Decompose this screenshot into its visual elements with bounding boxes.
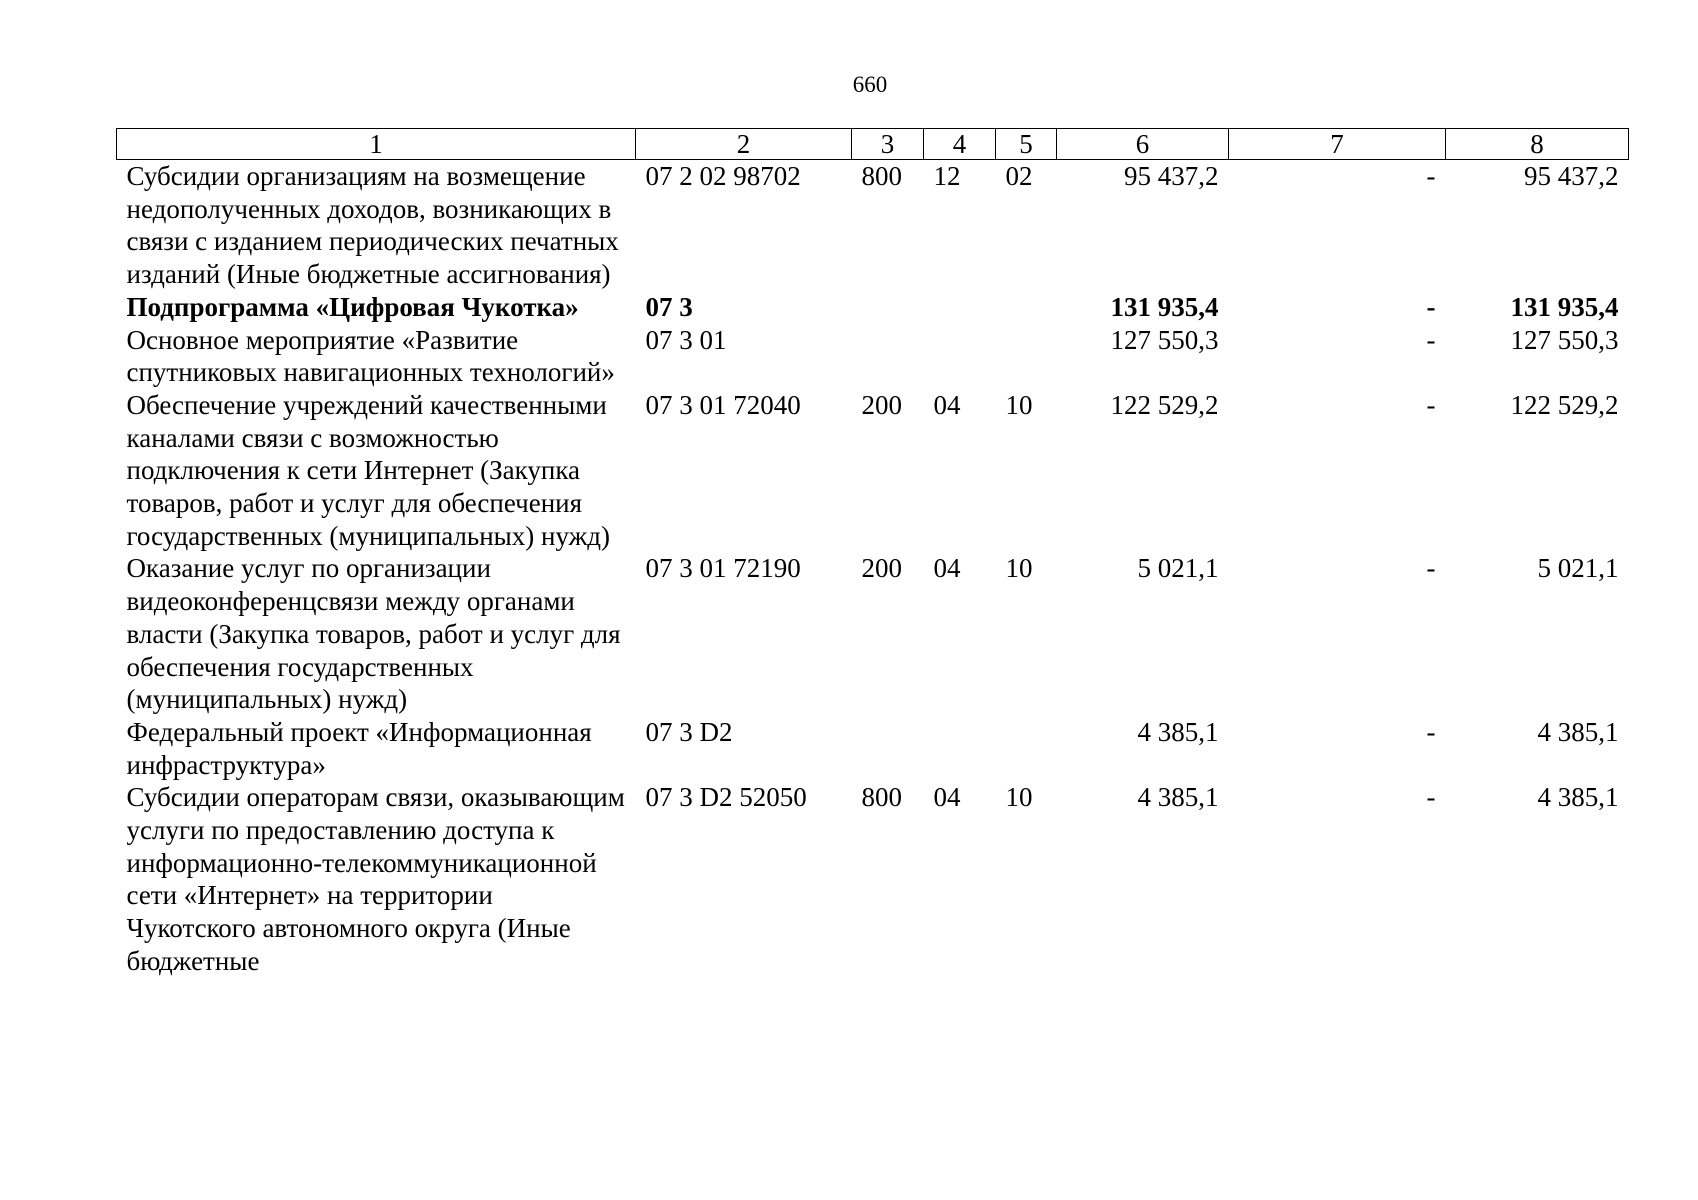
row-sum-col7: - [1426,291,1436,322]
row-name: Субсидии операторам связи, оказывающим услуги по предоставлению доступа к информационно-телекоммуникационной сети «Интернет» на территории Чукотского автономного округа (Иные бюджетные [126,782,625,976]
table-row [117,324,1629,389]
row-code: 07 3 D2 52050 [645,782,807,813]
row-sum-col8: 4 385,1 [1537,716,1619,747]
row-sum-col8: 122 529,2 [1510,389,1619,420]
header-col-2: 2 [636,129,852,160]
row-name: Основное мероприятие «Развитие спутниковых навигационных технологий» [126,324,615,388]
row-vr [852,716,924,781]
table-row [117,291,1629,324]
row-sum-col6: 127 550,3 [1110,324,1219,355]
row-sum-col8: 4 385,1 [1537,782,1619,813]
row-rz [924,716,996,781]
row-name: Подпрограмма «Цифровая Чукотка» [126,291,579,322]
table-row [117,552,1629,716]
row-sum-col8: 5 021,1 [1537,553,1619,584]
row-code: 07 3 01 72040 [645,389,801,420]
row-rz: 04 [933,389,961,420]
row-vr: 200 [861,389,902,420]
row-pr: 02 [1005,161,1033,191]
header-col-6: 6 [1057,129,1229,160]
row-vr [852,324,924,389]
row-vr [852,291,924,324]
row-pr: 10 [1005,782,1033,813]
header-row [117,129,1629,160]
page-number: 660 [852,72,888,97]
row-sum-col8: 131 935,4 [1510,291,1619,322]
row-rz: 04 [933,782,961,813]
row-pr [996,716,1057,781]
row-sum-col6: 122 529,2 [1110,389,1219,420]
row-sum-col7: - [1426,389,1436,420]
row-vr: 800 [861,161,902,191]
table-body [117,160,1629,978]
table-row [117,160,1629,291]
row-sum-col6: 131 935,4 [1110,291,1219,322]
row-pr [996,324,1057,389]
row-sum-col6: 4 385,1 [1137,716,1219,747]
row-pr: 10 [1005,389,1033,420]
row-sum-col7: - [1426,553,1436,584]
header-col-1: 1 [117,129,636,160]
row-rz [924,324,996,389]
row-code: 07 2 02 98702 [645,161,801,191]
table-row [117,716,1629,781]
row-code: 07 3 01 [645,324,727,355]
row-name: Субсидии организациям на возмещение недополученных доходов, возникающих в связи с изданием периодических печатных изданий (Иные бюджетные ассигнования) [126,161,619,290]
row-code: 07 3 D2 [645,716,733,747]
row-sum-col7: - [1426,782,1436,813]
row-vr: 800 [861,782,902,813]
row-sum-col8: 95 437,2 [1524,161,1619,191]
row-sum-col6: 4 385,1 [1137,782,1219,813]
row-sum-col6: 5 021,1 [1137,553,1219,584]
row-rz [924,291,996,324]
row-rz: 12 [933,161,961,191]
row-pr: 10 [1005,553,1033,584]
table-row [117,389,1629,553]
row-rz: 04 [933,553,961,584]
header-col-3: 3 [852,129,924,160]
row-code: 07 3 01 72190 [645,553,801,584]
row-name: Федеральный проект «Информационная инфраструктура» [126,716,592,780]
row-sum-col7: - [1426,716,1436,747]
header-col-4: 4 [924,129,996,160]
row-sum-col7: - [1426,324,1436,355]
header-col-8: 8 [1446,129,1629,160]
budget-table [116,128,1629,978]
row-name: Оказание услуг по организации видеоконференцсвязи между органами власти (Закупка товаров, работ и услуг для обеспечения государственных (муниципальных) нужд) [126,553,621,715]
header-col-7: 7 [1229,129,1446,160]
row-name: Обеспечение учреждений качественными каналами связи с возможностью подключения к сети Интернет (Закупка товаров, работ и услуг для обеспечения государственных (муниципальных) нужд) [126,389,611,551]
row-vr: 200 [861,553,902,584]
row-sum-col7: - [1426,161,1436,191]
row-code: 07 3 [645,291,693,322]
row-sum-col6: 95 437,2 [1124,161,1219,191]
row-pr [996,291,1057,324]
header-col-5: 5 [996,129,1057,160]
table-row [117,781,1629,977]
row-sum-col8: 127 550,3 [1510,324,1619,355]
